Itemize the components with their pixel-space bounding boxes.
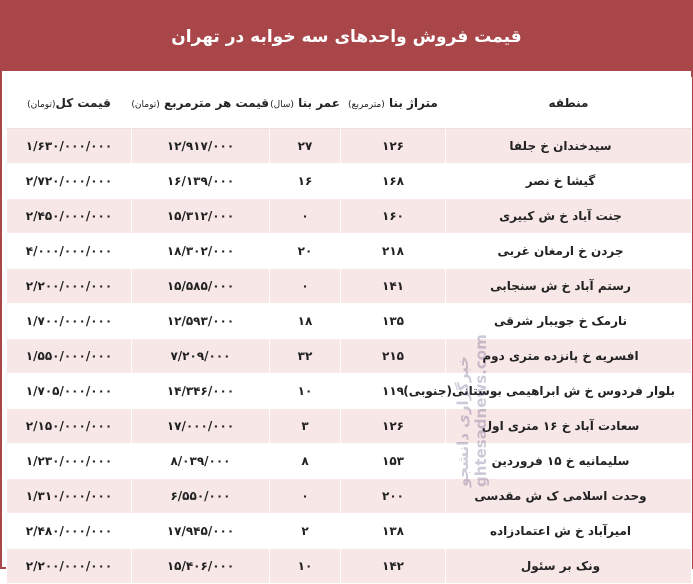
cell-area: ۱۳۵ [341, 304, 446, 339]
header-price-per-sqm-label: قیمت هر مترمربع [163, 96, 269, 110]
table-row [7, 549, 692, 584]
cell-area: ۱۵۳ [341, 444, 446, 479]
cell-total-price: ۱/۳۱۰/۰۰۰/۰۰۰ [7, 479, 132, 514]
table-row [7, 129, 692, 164]
header-total-price [7, 78, 132, 129]
cell-area: ۱۴۱ [341, 269, 446, 304]
table-row [7, 479, 692, 514]
cell-price-per-sqm: ۱۴/۳۴۶/۰۰۰ [132, 374, 270, 409]
cell-total-price: ۲/۱۵۰/۰۰۰/۰۰۰ [7, 409, 132, 444]
cell-age: ۰ [270, 479, 341, 514]
header-total-price-unit: (تومان) [27, 100, 56, 110]
cell-price-per-sqm: ۱۶/۱۳۹/۰۰۰ [132, 164, 270, 199]
cell-price-per-sqm: ۱۸/۳۰۲/۰۰۰ [132, 234, 270, 269]
cell-region: نارمک خ جویبار شرقی [446, 304, 692, 339]
cell-area: ۱۶۰ [341, 199, 446, 234]
table-row [7, 409, 692, 444]
table-row [7, 234, 692, 269]
cell-price-per-sqm: ۱۵/۳۱۲/۰۰۰ [132, 199, 270, 234]
cell-area: ۱۶۸ [341, 164, 446, 199]
cell-age: ۱۰ [270, 374, 341, 409]
cell-region: سلیمانیه خ ۱۵ فروردین [446, 444, 692, 479]
cell-total-price: ۱/۶۳۰/۰۰۰/۰۰۰ [7, 129, 132, 164]
header-area [341, 78, 446, 129]
cell-price-per-sqm: ۱۷/۹۴۵/۰۰۰ [132, 514, 270, 549]
cell-total-price: ۲/۲۰۰/۰۰۰/۰۰۰ [7, 269, 132, 304]
header-age-label: عمر بنا [298, 96, 340, 110]
cell-total-price: ۲/۴۸۰/۰۰۰/۰۰۰ [7, 514, 132, 549]
table-row [7, 199, 692, 234]
cell-age: ۳۲ [270, 339, 341, 374]
cell-price-per-sqm: ۱۵/۵۸۵/۰۰۰ [132, 269, 270, 304]
cell-price-per-sqm: ۸/۰۳۹/۰۰۰ [132, 444, 270, 479]
cell-age: ۱۶ [270, 164, 341, 199]
cell-price-per-sqm: ۱۵/۴۰۶/۰۰۰ [132, 549, 270, 584]
cell-region: بلوار فردوس خ ش ابراهیمی بوستانی(جنوبی) [446, 374, 692, 409]
cell-region: وحدت اسلامی ک ش مقدسی [446, 479, 692, 514]
header-price-per-sqm [132, 78, 270, 129]
cell-area: ۱۴۲ [341, 549, 446, 584]
watermark-text: خبرگزاری دانشجو [454, 355, 472, 487]
cell-area: ۲۱۵ [341, 339, 446, 374]
watermark-url: ghtesadnews.com [472, 334, 490, 487]
table-row [7, 444, 692, 479]
header-age-unit: (سال) [270, 100, 294, 110]
header-total-price-label: قیمت کل [55, 96, 111, 110]
page-title: قیمت فروش واحدهای سه خوابه در تهران [171, 26, 522, 47]
cell-area: ۱۲۶ [341, 129, 446, 164]
cell-area: ۲۱۸ [341, 234, 446, 269]
cell-region: ونک بر سئول [446, 549, 692, 584]
cell-area: ۱۲۶ [341, 409, 446, 444]
cell-area: ۱۱۹ [341, 374, 446, 409]
header-age [270, 78, 341, 129]
header-area-unit: (مترمربع) [348, 100, 385, 110]
cell-total-price: ۴/۰۰۰/۰۰۰/۰۰۰ [7, 234, 132, 269]
table-row [7, 164, 692, 199]
title-bar [2, 2, 691, 74]
cell-area: ۱۳۸ [341, 514, 446, 549]
table-row [7, 304, 692, 339]
cell-age: ۲۰ [270, 234, 341, 269]
cell-price-per-sqm: ۶/۵۵۰/۰۰۰ [132, 479, 270, 514]
cell-area: ۲۰۰ [341, 479, 446, 514]
cell-age: ۰ [270, 199, 341, 234]
table-row [7, 374, 692, 409]
cell-total-price: ۲/۷۲۰/۰۰۰/۰۰۰ [7, 164, 132, 199]
cell-age: ۳ [270, 409, 341, 444]
cell-region: امیرآباد خ ش اعتمادزاده [446, 514, 692, 549]
cell-region: جردن خ ارمغان غربی [446, 234, 692, 269]
header-region [446, 78, 692, 129]
cell-age: ۰ [270, 269, 341, 304]
cell-price-per-sqm: ۱۲/۹۱۷/۰۰۰ [132, 129, 270, 164]
cell-price-per-sqm: ۱۲/۵۹۳/۰۰۰ [132, 304, 270, 339]
header-area-label: متراژ بنا [388, 96, 438, 110]
cell-region: جنت آباد خ ش کبیری [446, 199, 692, 234]
cell-age: ۱۸ [270, 304, 341, 339]
cell-region: رستم آباد خ ش سنجابی [446, 269, 692, 304]
cell-age: ۸ [270, 444, 341, 479]
cell-total-price: ۱/۵۵۰/۰۰۰/۰۰۰ [7, 339, 132, 374]
cell-region: گیشا خ نصر [446, 164, 692, 199]
cell-age: ۱۰ [270, 549, 341, 584]
table-body [7, 129, 692, 584]
table-header-row [7, 78, 692, 129]
cell-age: ۲ [270, 514, 341, 549]
cell-region: سیدخندان خ جلفا [446, 129, 692, 164]
price-table [6, 77, 692, 584]
table-row [7, 269, 692, 304]
cell-price-per-sqm: ۷/۲۰۹/۰۰۰ [132, 339, 270, 374]
header-price-per-sqm-unit: (تومان) [131, 100, 160, 110]
cell-total-price: ۱/۲۳۰/۰۰۰/۰۰۰ [7, 444, 132, 479]
cell-total-price: ۲/۴۵۰/۰۰۰/۰۰۰ [7, 199, 132, 234]
cell-region: سعادت آباد خ ۱۶ متری اول [446, 409, 692, 444]
cell-age: ۲۷ [270, 129, 341, 164]
cell-price-per-sqm: ۱۷/۰۰۰/۰۰۰ [132, 409, 270, 444]
cell-total-price: ۲/۲۰۰/۰۰۰/۰۰۰ [7, 549, 132, 584]
cell-region: افسریه خ پانزده متری دوم [446, 339, 692, 374]
header-region-label: منطقه [548, 96, 589, 110]
table-row [7, 339, 692, 374]
table-row [7, 514, 692, 549]
cell-total-price: ۱/۷۰۵/۰۰۰/۰۰۰ [7, 374, 132, 409]
cell-total-price: ۱/۷۰۰/۰۰۰/۰۰۰ [7, 304, 132, 339]
